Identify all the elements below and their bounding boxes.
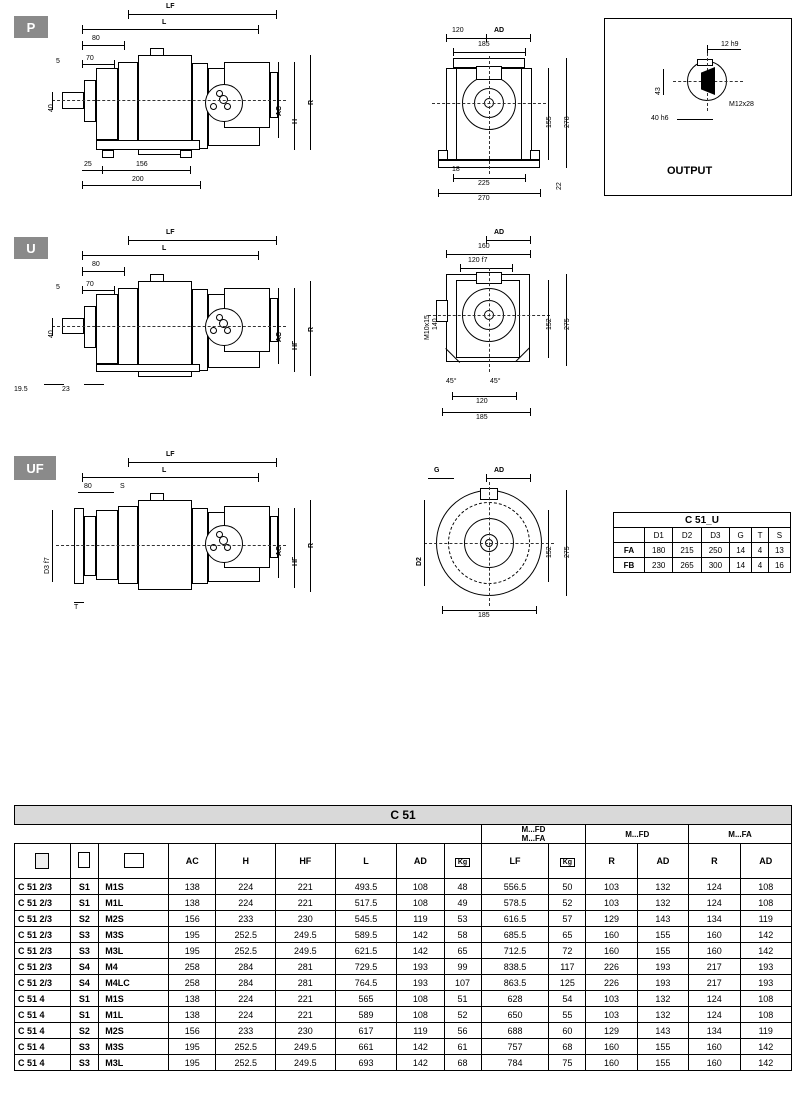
table-row: C 51 2/3 S3 M3S 195 252.5 249.5 589.5 142 58 685.5 65 160 155 160 142 [15, 927, 792, 943]
c51u-cell: 16 [768, 558, 790, 573]
c51-main-table [14, 805, 792, 1071]
col-lf: LF [481, 844, 549, 879]
col-l: L [335, 844, 397, 879]
c51u-cell: 180 [645, 543, 673, 558]
view-tag-p: P [14, 16, 48, 38]
c51u-cell: 230 [645, 558, 673, 573]
c51u-row-label: FA [614, 543, 645, 558]
header-gearbox-icon-cell [99, 844, 169, 879]
c51u-cell: 4 [752, 558, 769, 573]
c51u-col-t: T [752, 528, 769, 543]
c51u-table [613, 512, 791, 573]
view-tag-uf: UF [14, 456, 56, 480]
gearbox-icon [124, 853, 144, 868]
col-ad: AD [397, 844, 444, 879]
col-kg-1: Kg [444, 844, 481, 879]
table-row: C 51 4 S1 M1L 138 224 221 589 108 52 650 55 103 132 124 108 [15, 1007, 792, 1023]
group-header-fa: M...FA [689, 825, 792, 844]
c51u-cell: 13 [768, 543, 790, 558]
c51u-cell: 4 [752, 543, 769, 558]
c51u-cell: 265 [673, 558, 701, 573]
table-row: C 51 2/3 S1 M1S 138 224 221 493.5 108 48 556.5 50 103 132 124 108 [15, 879, 792, 895]
view-tag-u: U [14, 237, 48, 259]
c51u-row-label: FB [614, 558, 645, 573]
c51u-row-fb [614, 558, 791, 573]
group-header-fd-fa: M...FD M...FA [481, 825, 586, 844]
c51u-col-d3: D3 [701, 528, 729, 543]
c51u-row-fa [614, 543, 791, 558]
col-r-fa: R [689, 844, 740, 879]
table-row: C 51 4 S1 M1S 138 224 221 565 108 51 628 54 103 132 124 108 [15, 991, 792, 1007]
main-table-title: C 51 [15, 806, 792, 825]
c51u-corner [614, 528, 645, 543]
col-h: H [216, 844, 276, 879]
table-row: C 51 2/3 S4 M4 258 284 281 729.5 193 99 838.5 117 226 193 217 193 [15, 959, 792, 975]
table-row: C 51 2/3 S3 M3L 195 252.5 249.5 621.5 142 65 712.5 72 160 155 160 142 [15, 943, 792, 959]
col-ac: AC [169, 844, 216, 879]
table-row: C 51 2/3 S2 M2S 156 233 230 545.5 119 53 616.5 57 129 143 134 119 [15, 911, 792, 927]
c51u-cell: 215 [673, 543, 701, 558]
c51u-col-d1: D1 [645, 528, 673, 543]
main-table-header-row [15, 844, 792, 879]
c51u-cell: 14 [730, 558, 752, 573]
c51u-title: C 51_U [614, 513, 791, 528]
table-row: C 51 2/3 S1 M1L 138 224 221 517.5 108 49 578.5 52 103 132 124 108 [15, 895, 792, 911]
table-row: C 51 4 S3 M3L 195 252.5 249.5 693 142 68 784 75 160 155 160 142 [15, 1055, 792, 1071]
drawing-sheet: P LF L 80 5 70 40 AC H R 25 156 200 120 AD 185 155 278 18 225 270 22 12 h9 43 M12x28 40 h6 OUTPUT U LF L 80 5 70 40 AC HF R 19.5 23 AD 160 120 f7 140 M10x15 152 275 45° 45° 120 185 UF LF L 80 S D3 f7 AC HF R T G AD D2 152 275 185 C 51_U D1 D2 D3 G T S FA 180 215 250 14 4 13 FB 230 265 300 14 4 16 C 51 M...FD M...FA M...FD M...FA AC H HF L AD Kg LF Kg R AD R AD C 51 2/3 S1 M1S 138 224 221 493.5 108 48 556.5 50 103 132 124 108 C 51 2/3 S1 M1L 138 224 221 517.5 108 49 578.5 52 103 132 124 108 C 51 2/3 S2 M2S 156 233 230 545.5 119 53 616.5 57 129 143 134 119 C 51 2/3 S3 M3S 195 252.5 249.5 589.5 142 58 685.5 65 160 155 160 142 C 51 2/3 S3 M3L 195 252.5 249.5 621.5 142 65 712.5 72 160 155 160 142 C 51 2/3 S4 M4 258 284 281 729.5 193 99 838.5 117 226 193 217 193 C 51 2/3 S4 M4LC 258 284 281 764.5 193 107 863.5 125 226 193 217 193 C 51 4 S1 M1S 138 224 221 565 108 51 628 54 103 132 124 108 C 51 4 S1 M1L 138 224 221 589 108 52 650 55 103 132 124 108 C 51 4 S2 M2S 156 233 230 617 119 56 688 60 129 143 134 119 C 51 4 S3 M3S 195 252.5 249.5 661 142 61 757 68 160 155 160 142 C 51 4 S3 M3L 195 252.5 249.5 693 142 68 784 75 160 155 160 142 [0, 0, 806, 1096]
c51u-col-s: S [768, 528, 790, 543]
col-hf: HF [276, 844, 336, 879]
header-model-icon-cell [15, 844, 71, 879]
table-row: C 51 4 S3 M3S 195 252.5 249.5 661 142 61 757 68 160 155 160 142 [15, 1039, 792, 1055]
table-row: C 51 4 S2 M2S 156 233 230 617 119 56 688 60 129 143 134 119 [15, 1023, 792, 1039]
header-flange-icon-cell [70, 844, 99, 879]
motor-icon [35, 853, 49, 869]
table-row: C 51 2/3 S4 M4LC 258 284 281 764.5 193 107 863.5 125 226 193 217 193 [15, 975, 792, 991]
group-header-fd: M...FD [586, 825, 689, 844]
c51u-cell: 300 [701, 558, 729, 573]
col-r-fd: R [586, 844, 637, 879]
output-detail-frame: 12 h9 43 M12x28 40 h6 OUTPUT [604, 18, 792, 196]
c51u-cell: 14 [730, 543, 752, 558]
col-kg-2: Kg [549, 844, 586, 879]
c51u-col-d2: D2 [673, 528, 701, 543]
col-ad-fa: AD [740, 844, 792, 879]
flange-icon [78, 852, 90, 868]
c51u-cell: 250 [701, 543, 729, 558]
c51u-col-g: G [730, 528, 752, 543]
col-ad-fd: AD [637, 844, 688, 879]
